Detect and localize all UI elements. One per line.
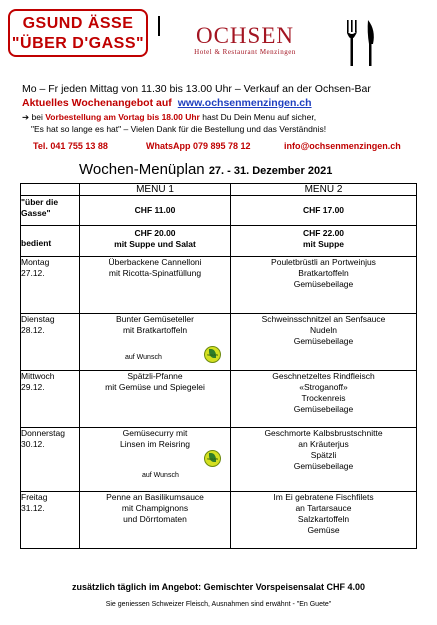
price-value: CHF 17.00 <box>302 205 345 215</box>
meat-origin-note: Sie geniessen Schweizer Fleisch, Ausnahmen sind erwähnt - "En Guete" <box>105 601 332 608</box>
day-name: Dienstag <box>21 314 55 324</box>
preorder-highlight: Vorbestellung am Vortag bis 18.00 Uhr <box>45 112 200 122</box>
row-label <box>21 226 80 257</box>
table-header-row <box>21 184 417 196</box>
dish-line: an Tartarsauce <box>295 503 352 513</box>
dish-line: Gemüsebeilage <box>293 461 354 471</box>
menu1-cell <box>80 257 231 314</box>
menu2-cell <box>231 371 417 428</box>
day-date: 28.12. <box>21 325 45 335</box>
price-note: mit Suppe <box>302 239 345 249</box>
day-name: Mittwoch <box>21 371 55 381</box>
dish-line: mit Gemüse und Spiegelei <box>105 382 205 392</box>
price-cell <box>80 196 231 226</box>
email-address[interactable]: info@ochsenmenzingen.ch <box>284 141 401 151</box>
weekly-offer-line <box>22 97 312 109</box>
on-request-note: auf Wunsch <box>142 472 179 479</box>
whatsapp-number[interactable]: WhatsApp 079 895 78 12 <box>146 141 251 151</box>
dish-line: mit Bratkartoffeln <box>122 325 188 335</box>
dish-line: und Dörrtomaten <box>123 514 187 524</box>
day-name: Freitag <box>21 492 48 502</box>
dish-line: Bratkartoffeln <box>298 268 349 278</box>
dish-line: Pouletbrüstli an Portweinjus <box>271 257 376 267</box>
dish-line: Salzkartoffeln <box>297 514 350 524</box>
dish-line: Nudeln <box>310 325 337 335</box>
title-main: Wochen-Menüplan <box>79 161 205 178</box>
day-row-thursday <box>21 428 417 492</box>
header-menu-1: MENU 1 <box>80 184 231 196</box>
dish-line: mit Ricotta-Spinatfüllung <box>108 268 202 278</box>
website-link[interactable]: www.ochsenmenzingen.ch <box>177 97 312 109</box>
preorder-pre: bei <box>31 112 43 122</box>
thank-you-line: "Es hat so lange es hat" – Vielen Dank für die Bestellung und das Verständnis! <box>31 124 327 134</box>
menu-table <box>20 183 417 549</box>
day-date: 30.12. <box>21 439 45 449</box>
label-line: Gasse" <box>21 208 51 218</box>
dish-line: Im Ei gebratene Fischfilets <box>273 492 374 502</box>
dish-line: Schweinsschnitzel an Senfsauce <box>261 314 386 324</box>
vegan-text: VEGAN <box>207 353 218 357</box>
price-cell <box>231 196 417 226</box>
brand-name: OCHSEN <box>195 23 294 48</box>
logo-line-2: "ÜBER D'GASS" <box>11 35 145 52</box>
corner-cell <box>21 184 80 196</box>
menu2-cell <box>231 492 417 549</box>
price-cell <box>231 226 417 257</box>
dish-line: Linsen im Reisring <box>120 439 190 449</box>
day-label <box>21 314 80 371</box>
vegan-text: VEGAN <box>207 457 218 461</box>
menu2-cell <box>231 257 417 314</box>
day-row-friday <box>21 492 417 549</box>
dish-line: Gemüsebeilage <box>293 336 354 346</box>
phone-number[interactable]: Tel. 041 755 13 88 <box>33 141 108 151</box>
menu2-cell <box>231 428 417 492</box>
dish-line: Trockenreis <box>301 393 346 403</box>
price-value: CHF 22.00 <box>302 228 345 238</box>
day-row-monday <box>21 257 417 314</box>
vegan-icon <box>204 450 221 467</box>
day-date: 27.12. <box>21 268 45 278</box>
vegan-icon <box>204 346 221 363</box>
weekly-offer-text: Aktuelles Wochenangebot auf <box>22 97 172 109</box>
day-date: 31.12. <box>21 503 45 513</box>
arrow-icon: ➔ <box>22 112 30 122</box>
dish-line: Überbackene Cannelloni <box>108 257 202 267</box>
dish-line: Geschmorte Kalbsbrustschnitte <box>264 428 383 438</box>
dish-line: Gemüsecurry mit <box>122 428 188 438</box>
menu1-cell <box>80 492 231 549</box>
price-cell <box>80 226 231 257</box>
cutlery-icon <box>342 20 382 71</box>
day-row-tuesday <box>21 314 417 371</box>
menu2-cell <box>231 314 417 371</box>
header-menu-2: MENU 2 <box>231 184 417 196</box>
divider <box>158 16 160 36</box>
dish-line: an Kräuterjus <box>298 439 349 449</box>
logo-line-1: GSUND ÄSSE <box>22 15 134 32</box>
day-label <box>21 257 80 314</box>
day-date: 29.12. <box>21 382 45 392</box>
dish-line: Gemüsebeilage <box>293 279 354 289</box>
title-dates: 27. - 31. Dezember 2021 <box>208 165 333 177</box>
day-name: Donnerstag <box>21 428 65 438</box>
price-note: mit Suppe und Salat <box>114 239 196 249</box>
page-title <box>79 161 332 178</box>
day-row-wednesday <box>21 371 417 428</box>
row-label <box>21 196 80 226</box>
preorder-post: hast Du Dein Menu auf sicher, <box>202 112 317 122</box>
dish-line: mit Champignons <box>121 503 189 513</box>
day-name: Montag <box>21 257 50 267</box>
on-request-note: auf Wunsch <box>125 354 162 361</box>
dish-line: Gemüsebeilage <box>293 404 354 414</box>
day-label <box>21 428 80 492</box>
day-label <box>21 371 80 428</box>
menu1-cell <box>80 314 231 371</box>
preorder-line <box>22 112 316 123</box>
day-label <box>21 492 80 549</box>
price-row-served <box>21 226 417 257</box>
dish-line: Spätzli-Pfanne <box>127 371 183 381</box>
dish-line: Bunter Gemüseteller <box>116 314 194 324</box>
dish-line: Spätzli <box>310 450 337 460</box>
dish-line: Penne an Basilikumsauce <box>106 492 204 502</box>
price-value: CHF 20.00 <box>134 228 176 238</box>
daily-offer: zusätzlich täglich im Angebot: Gemischter Vorspeisensalat CHF 4.00 <box>71 582 366 592</box>
menu1-cell <box>80 371 231 428</box>
menu1-cell <box>80 428 231 492</box>
price-value: CHF 11.00 <box>134 205 176 215</box>
label-line: "über die <box>21 197 59 207</box>
dish-line: Gemüse <box>307 525 340 535</box>
brand-subtitle: Hotel & Restaurant Menzingen <box>194 48 296 56</box>
gsund-logo <box>8 9 148 57</box>
label-line: bedient <box>21 238 52 248</box>
opening-hours: Mo – Fr jeden Mittag von 11.30 bis 13.00 Uhr – Verkauf an der Ochsen-Bar <box>22 83 371 95</box>
price-row-takeaway <box>21 196 417 226</box>
dish-line: «Stroganoff» <box>299 382 348 392</box>
dish-line: Geschnetzeltes Rindfleisch <box>272 371 375 381</box>
